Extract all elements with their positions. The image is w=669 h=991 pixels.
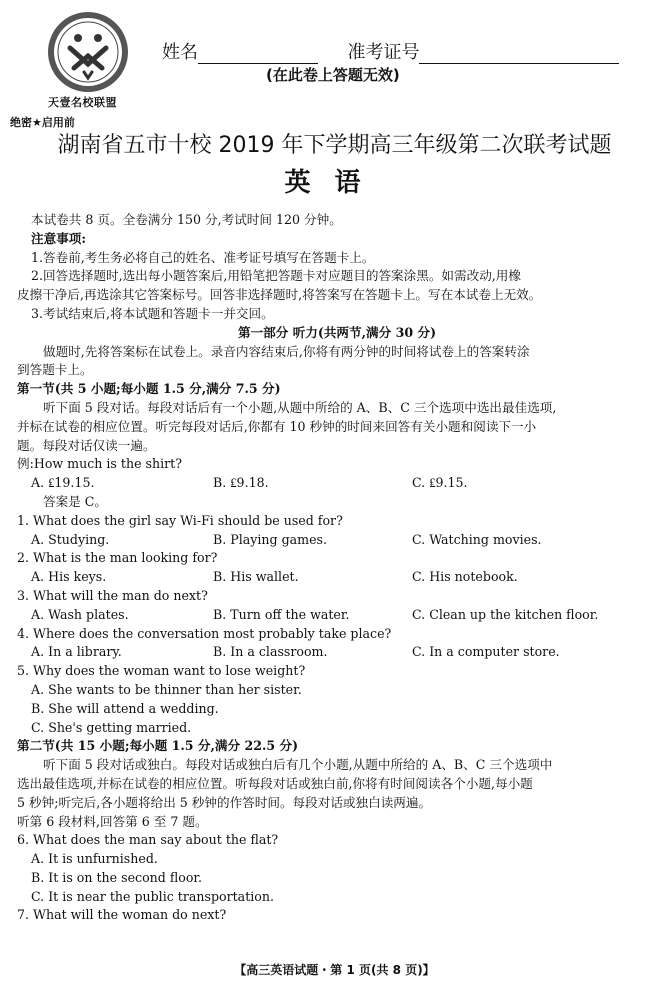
example-option-c[interactable]: C. ₤9.15. — [412, 475, 468, 491]
notes-heading: 注意事项: — [31, 230, 87, 246]
question-3: 3. What will the man do next? — [17, 587, 208, 603]
question-3-options — [17, 606, 657, 625]
q4-option-a[interactable]: A. In a library. — [31, 644, 122, 660]
logo-caption: 天壹名校联盟 — [48, 96, 117, 109]
example-answer: 答案是 C。 — [43, 493, 108, 509]
note-2: 2.回答选择题时,选出每小题答案后,用铅笔把答题卡对应题目的答案涂黑。如需改动,用橡 — [31, 268, 521, 284]
section1-desc-cont2: 题。每段对话仅读一遍。 — [17, 437, 156, 453]
exam-number-blank[interactable] — [419, 45, 619, 64]
section2-heading: 第二节(共 15 小题;每小题 1.5 分,满分 22.5 分) — [17, 738, 299, 754]
confidential-mark: 绝密★启用前 — [10, 116, 75, 129]
q6-option-c[interactable]: C. It is near the public transportation. — [31, 888, 274, 904]
question-6: 6. What does the man say about the flat? — [17, 832, 279, 848]
q6-option-b[interactable]: B. It is on the second floor. — [31, 869, 203, 885]
example-question: 例:How much is the shirt? — [17, 456, 182, 472]
section2-desc: 听下面 5 段对话或独白。每段对话或独白后有几个小题,从题中所给的 A、B、C 三个选项中 — [43, 757, 553, 773]
question-1-options — [17, 531, 657, 550]
q4-option-b[interactable]: B. In a classroom. — [213, 644, 328, 660]
subject-title: 英语 — [284, 168, 385, 198]
invalid-answer-notice: (在此卷上答题无效) — [266, 66, 400, 84]
question-2-options — [17, 568, 657, 587]
question-2: 2. What is the man looking for? — [17, 550, 218, 566]
intro-line: 本试卷共 8 页。全卷满分 150 分,考试时间 120 分钟。 — [31, 212, 342, 227]
exam-number-label: 准考证号 — [347, 42, 420, 63]
page-footer: 【高三英语试题・第 1 页(共 8 页)】 — [234, 963, 435, 977]
question-5: 5. Why does the woman want to lose weight? — [17, 663, 306, 679]
question-4: 4. Where does the conversation most probably take place? — [17, 625, 392, 641]
q3-option-a[interactable]: A. Wash plates. — [31, 606, 129, 622]
question-7: 7. What will the woman do next? — [17, 907, 227, 923]
q2-option-b[interactable]: B. His wallet. — [213, 569, 299, 585]
note-2-cont: 皮擦干净后,再选涂其它答案标号。回答非选择题时,将答案写在答题卡上。写在本试卷上无效。 — [17, 287, 542, 303]
q2-option-a[interactable]: A. His keys. — [31, 569, 107, 585]
example-option-b[interactable]: B. ₤9.18. — [213, 475, 269, 491]
section1-desc: 听下面 5 段对话。每段对话后有一个小题,从题中所给的 A、B、C 三个选项中选出最佳选项, — [43, 399, 557, 415]
q3-option-b[interactable]: B. Turn off the water. — [213, 606, 350, 622]
part1-desc-cont: 到答题卡上。 — [17, 362, 93, 378]
section1-heading: 第一节(共 5 小题;每小题 1.5 分,满分 7.5 分) — [17, 381, 281, 397]
candidate-info-line — [162, 38, 619, 64]
q5-option-a[interactable]: A. She wants to be thinner than her sister. — [31, 681, 302, 697]
question-4-options — [17, 643, 657, 662]
q1-option-b[interactable]: B. Playing games. — [213, 531, 328, 547]
exam-title: 湖南省五市十校 2019 年下学期高三年级第二次联考试题 — [57, 133, 612, 158]
q2-option-c[interactable]: C. His notebook. — [412, 569, 518, 585]
name-label: 姓名 — [162, 42, 198, 63]
q6-option-a[interactable]: A. It is unfurnished. — [31, 851, 158, 867]
part1-heading: 第一部分 听力(共两节,满分 30 分) — [237, 324, 437, 340]
section1-desc-cont: 并标在试卷的相应位置。听完每段对话后,你都有 10 秒钟的时间来回答有关小题和阅读下一小 — [17, 418, 537, 434]
exam-content — [17, 211, 657, 925]
part1-desc: 做题时,先将答案标在试卷上。录音内容结束后,你将有两分钟的时间将试卷上的答案转涂 — [43, 343, 530, 359]
note-3: 3.考试结束后,将本试题和答题卡一并交回。 — [31, 305, 274, 321]
q4-option-c[interactable]: C. In a computer store. — [412, 644, 560, 660]
section2-desc-cont: 选出最佳选项,并标在试卷的相应位置。听每段对话或独白前,你将有时间阅读各个小题,每小题 — [17, 775, 533, 791]
q3-option-c[interactable]: C. Clean up the kitchen floor. — [412, 606, 599, 622]
q5-option-c[interactable]: C. She's getting married. — [31, 719, 192, 735]
example-options — [17, 474, 657, 493]
question-1: 1. What does the girl say Wi-Fi should be used for? — [17, 512, 343, 528]
section2-desc-cont2: 5 秒钟;听完后,各小题将给出 5 秒钟的作答时间。每段对话或独白读两遍。 — [17, 794, 432, 810]
alliance-seal-logo — [40, 8, 136, 100]
name-blank[interactable] — [198, 45, 318, 64]
q1-option-c[interactable]: C. Watching movies. — [412, 531, 542, 547]
note-1: 1.答卷前,考生务必将自己的姓名、准考证号填写在答题卡上。 — [31, 249, 375, 265]
example-option-a[interactable]: A. ₤19.15. — [31, 475, 95, 491]
q1-option-a[interactable]: A. Studying. — [31, 531, 110, 547]
material-6-instruction: 听第 6 段材料,回答第 6 至 7 题。 — [17, 813, 208, 829]
q5-option-b[interactable]: B. She will attend a wedding. — [31, 700, 219, 716]
